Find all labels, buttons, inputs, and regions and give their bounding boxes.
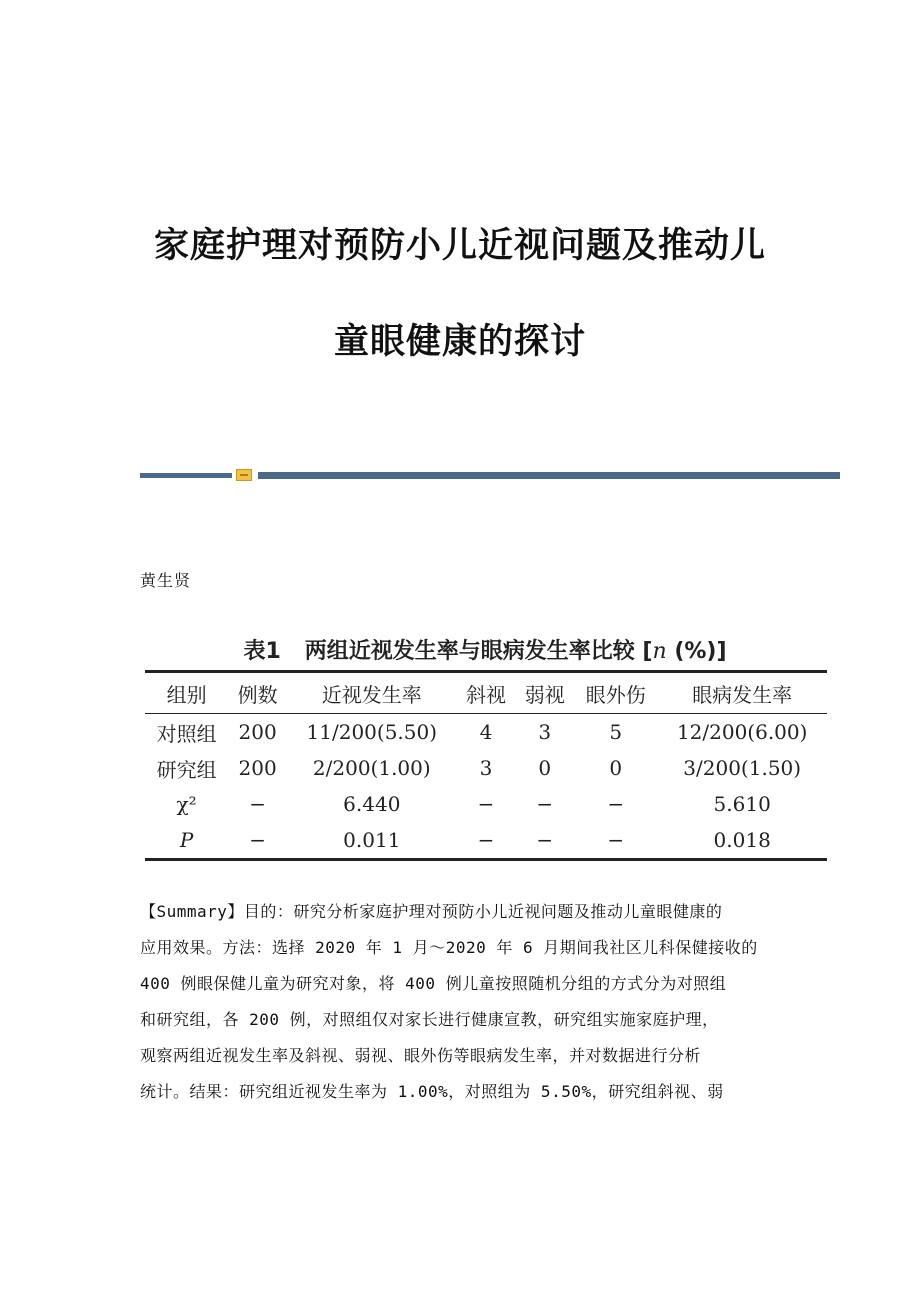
chi-square-label: χ² [176, 792, 197, 816]
table-cell: 11/200(5.50) [306, 720, 438, 744]
summary-line: 应用效果。方法：选择 2020 年 1 月～2020 年 6 月期间我社区儿科保健接收的 [140, 938, 758, 957]
header-strabismus: 斜视 [465, 682, 506, 707]
table-cell: 对照组 [156, 721, 217, 746]
table-cell: 0.011 [343, 828, 401, 852]
table-cell: 5.610 [713, 792, 771, 816]
summary-section [140, 894, 780, 1110]
table-cell: − [607, 792, 625, 816]
table-caption-number: 表1 [243, 639, 281, 664]
author-name: 黄生贤 [140, 571, 192, 590]
comparison-table [145, 670, 827, 861]
header-amblyopia: 弱视 [524, 682, 565, 707]
divider-bar-right [258, 472, 840, 479]
table-cell: 研究组 [156, 757, 217, 782]
header-cases: 例数 [237, 682, 278, 707]
table-cell: 3/200(1.50) [683, 756, 802, 780]
table-cell: 5 [609, 720, 623, 744]
title-divider [140, 471, 840, 479]
header-group: 组别 [166, 682, 207, 707]
header-eye-trauma: 眼外伤 [585, 682, 646, 707]
table-cell: 12/200(6.00) [676, 720, 808, 744]
document-title-line-1: 家庭护理对预防小儿近视问题及推动儿 [153, 226, 766, 266]
table-row [145, 714, 827, 751]
table-caption-tail: (%)] [666, 639, 727, 664]
table-cell: 0.018 [713, 828, 771, 852]
table-cell: 0 [609, 756, 623, 780]
table-header-row [145, 672, 827, 714]
table-cell: − [249, 828, 267, 852]
table-row [145, 750, 827, 786]
table-caption [140, 634, 830, 665]
table-cell: 3 [538, 720, 552, 744]
table-cell: − [477, 828, 495, 852]
summary-line: 400 例眼保健儿童为研究对象，将 400 例儿童按照随机分组的方式分为对照组 [140, 974, 727, 993]
p-value-label: P [179, 828, 194, 852]
table-cell: − [249, 792, 267, 816]
table-caption-n: n [652, 639, 667, 664]
divider-bar-left [140, 473, 232, 478]
table-caption-text: 两组近视发生率与眼病发生率比较 [ [304, 639, 653, 664]
table-cell: 4 [479, 720, 493, 744]
table-cell: − [536, 828, 554, 852]
table-row [145, 822, 827, 860]
table-cell: − [477, 792, 495, 816]
table-cell: − [607, 828, 625, 852]
table-cell: 2/200(1.00) [312, 756, 431, 780]
table-cell: − [536, 792, 554, 816]
divider-badge-icon [236, 469, 252, 481]
document-title-line-2: 童眼健康的探讨 [333, 322, 586, 362]
header-myopia-rate: 近视发生率 [321, 682, 422, 707]
summary-line: 【Summary】目的：研究分析家庭护理对预防小儿近视问题及推动儿童眼健康的 [140, 902, 723, 921]
table-cell: 0 [538, 756, 552, 780]
table-cell: 200 [238, 756, 277, 780]
header-eye-disease-rate: 眼病发生率 [692, 682, 793, 707]
table-cell: 6.440 [343, 792, 401, 816]
table-cell: 3 [479, 756, 493, 780]
table-cell: 200 [238, 720, 277, 744]
summary-line: 观察两组近视发生率及斜视、弱视、眼外伤等眼病发生率，并对数据进行分析 [140, 1046, 702, 1065]
summary-line: 统计。结果：研究组近视发生率为 1.00%，对照组为 5.50%，研究组斜视、弱 [140, 1082, 724, 1101]
table-row [145, 786, 827, 822]
summary-line: 和研究组，各 200 例，对照组仅对家长进行健康宣教，研究组实施家庭护理， [140, 1010, 719, 1029]
